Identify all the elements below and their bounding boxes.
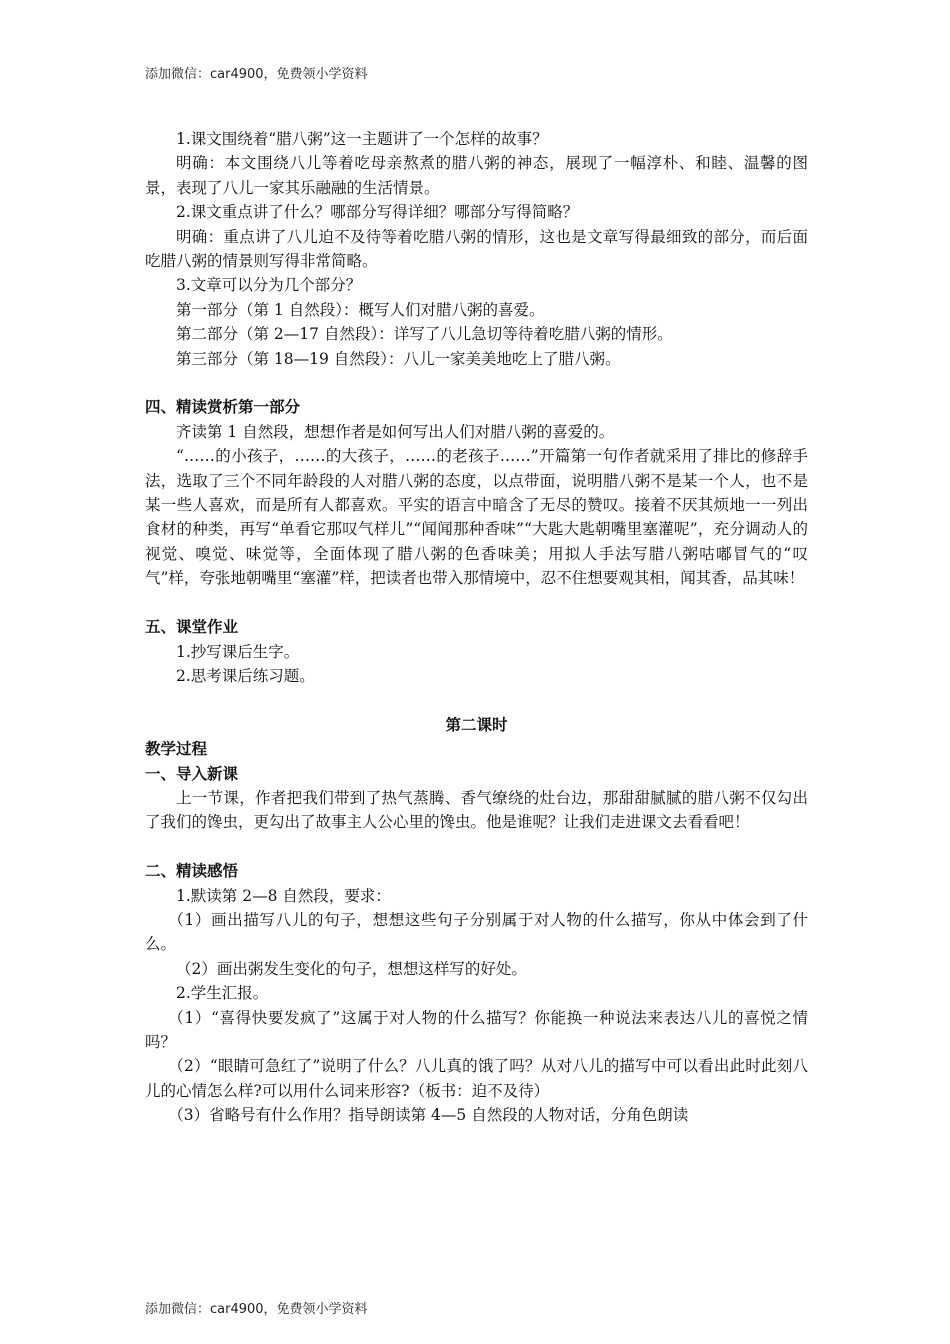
reading-task-b: （2）画出粥发生变化的句子，想想这样写的好处。 [176,959,527,978]
lesson-title: 第二课时 [445,715,508,734]
part-3: 第三部分（第 18—19 自然段）：八儿一家美美地吃上了腊八粥。 [176,349,621,368]
student-report: 2.学生汇报。 [176,984,269,1003]
question-2: 2.课文重点讲了什么？哪部分写得详细？哪部分写得简略？ [176,203,579,222]
part-2: 第二部分（第 2—17 自然段）：详写了八儿急切等待着吃腊八粥的情形。 [176,325,673,344]
spacer [145,835,808,859]
reading-task: 1.默读第 2—8 自然段，要求： [176,886,391,905]
section-4-paragraph-1: 齐读第 1 自然段，想想作者是如何写出人们对腊八粥的喜爱的。 [176,422,615,441]
homework-item-1: 1.抄写课后生字。 [176,642,300,661]
question-1: 1.课文围绕着“腊八粥”这一主题讲了一个怎样的故事？ [176,130,548,148]
section-heading-2: 二、精读感悟 [145,862,239,881]
document-body [145,127,808,1128]
section-heading-1: 一、导入新课 [145,764,239,783]
question-3: 3.文章可以分为几个部分？ [176,276,362,295]
page-header: 添加微信：car4900，免费领小学资料 [145,67,368,82]
answer-1: 明确：本文围绕八儿等着吃母亲熬煮的腊八粥的神态，展现了一幅淳朴、和睦、温馨的图景，表现了八儿一家其乐融融的生活情景。 [145,154,808,197]
page-footer: 添加微信：car4900，免费领小学资料 [145,1302,368,1317]
report-item-1: （1）“喜得快要发疯了”这属于对人物的什么描写？你能换一种说法来表达八儿的喜悦之情吗？ [145,1008,808,1051]
answer-2: 明确：重点讲了八儿迫不及待等着吃腊八粥的情形，这也是文章写得最细致的部分，而后面吃腊八粥的情景则写得非常简略。 [145,227,808,271]
section-heading-4: 四、精读赏析第一部分 [145,398,301,417]
spacer [145,591,808,615]
process-heading: 教学过程 [145,740,208,759]
homework-item-2: 2.思考课后练习题。 [176,666,315,685]
section-4-paragraph-2: “……的小孩子，……的大孩子，……的老孩子……”开篇第一句作者就采用了排比的修辞手法，选取了三个不同年龄段的人对腊八粥的态度，以点带面，说明腊八粥不是某一个人，也不是某一些人喜欢，而是所有人都喜欢。平实的语言中暗含了无尽的赞叹。接着不厌其烦地一一列出食材的种类，再写“单看它那叹气样儿”“闻闻那种香味”“大匙大匙朝嘴里塞灌呢”，充分调动人的视觉、嗅觉、味觉等，全面体现了腊八粥的色香味美；用拟人手法写腊八粥咕嘟冒气的“叹气”样，夸张地朝嘴里“塞灌”样，把读者也带入那情境中，忍不住想要观其相，闻其香，品其味！ [145,447,808,588]
part-1: 第一部分（第 1 自然段）：概写人们对腊八粥的喜爱。 [176,300,545,319]
report-item-2: （2）“眼睛可急红了”说明了什么？八儿真的饿了吗？从对八儿的描写中可以看出此时此刻八儿的心情怎么样?可以用什么词来形容?（板书：迫不及待） [145,1057,808,1100]
section-heading-5: 五、课堂作业 [145,618,239,637]
report-item-3: （3）省略号有什么作用？指导朗读第 4—5 自然段的人物对话，分角色朗读 [168,1106,689,1125]
intro-paragraph: 上一节课，作者把我们带到了热气蒸腾、香气缭绕的灶台边，那甜甜腻腻的腊八粥不仅勾出了我们的馋虫，更勾出了故事主人公心里的馋虫。他是谁呢？让我们走进课文去看看吧！ [145,788,808,832]
spacer [145,688,808,712]
reading-task-a: （1）画出描写八儿的句子，想想这些句子分别属于对人物的什么描写，你从中体会到了什么。 [145,910,808,954]
spacer [145,371,808,395]
